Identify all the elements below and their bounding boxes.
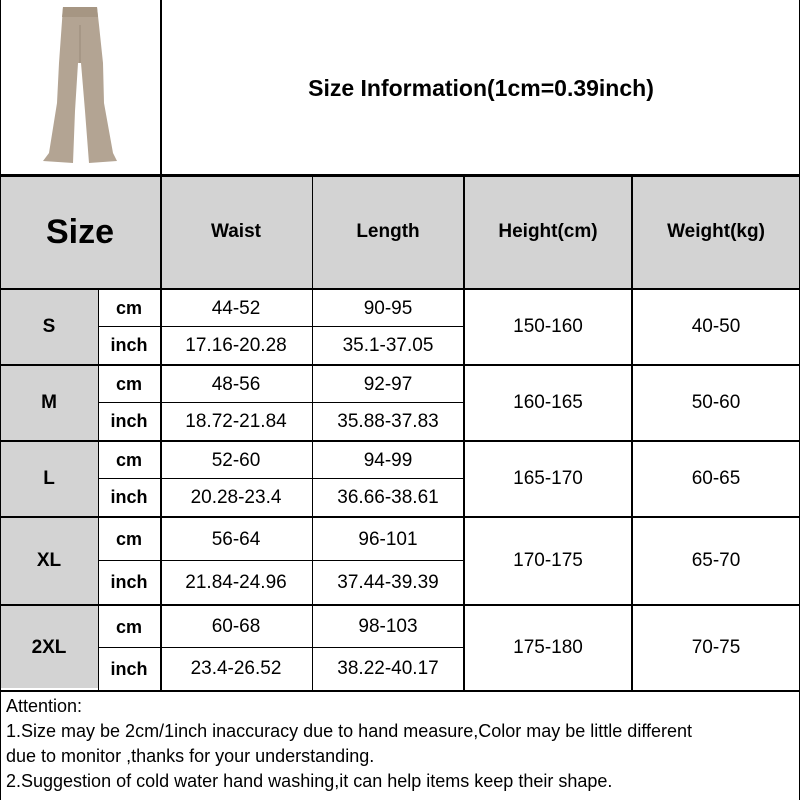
grid-line — [160, 176, 162, 690]
unit-inch-label: inch — [110, 658, 148, 679]
grid-line — [0, 690, 800, 692]
waist-cm-value: 52-60 — [211, 449, 261, 471]
waist-cm-value: 56-64 — [211, 528, 261, 550]
weight-value: 65-70 — [691, 550, 741, 571]
waist-inch-value: 23.4-26.52 — [190, 658, 282, 679]
length-header: Length — [356, 221, 420, 242]
height-value: 165-170 — [513, 468, 583, 489]
height-value: 175-180 — [513, 637, 583, 658]
unit-cm-label: cm — [115, 374, 142, 394]
height-value: 170-175 — [513, 550, 583, 571]
grid-line — [463, 176, 465, 690]
weight-header: Weight(kg) — [667, 221, 765, 242]
length-cm-value: 90-95 — [363, 297, 413, 319]
size-xl-label: XL — [36, 550, 62, 571]
length-inch-value: 35.1-37.05 — [342, 334, 434, 356]
attention-heading: Attention: — [6, 696, 83, 716]
weight-value: 40-50 — [691, 316, 741, 337]
unit-inch-label: inch — [110, 411, 148, 431]
grid-line — [98, 288, 99, 690]
grid-line — [0, 604, 800, 606]
waist-inch-value: 18.72-21.84 — [185, 410, 287, 432]
length-cm-value: 96-101 — [358, 528, 418, 550]
grid-line — [0, 288, 800, 290]
grid-line — [0, 0, 1, 800]
page-title: Size Information(1cm=0.39inch) — [308, 74, 654, 101]
grid-line — [0, 364, 800, 366]
grid-line — [160, 0, 162, 176]
unit-cm-label: cm — [115, 529, 142, 549]
grid-line — [312, 176, 313, 690]
weight-value: 60-65 — [691, 468, 741, 489]
flared-pants-image — [5, 3, 155, 171]
length-inch-value: 37.44-39.39 — [337, 571, 439, 593]
length-inch-value: 38.22-40.17 — [337, 658, 439, 679]
grid-line — [0, 516, 800, 518]
weight-value: 70-75 — [691, 637, 741, 658]
height-value: 160-165 — [513, 392, 583, 413]
unit-inch-label: inch — [110, 572, 148, 592]
unit-inch-label: inch — [110, 487, 148, 507]
unit-inch-label: inch — [110, 335, 148, 355]
unit-cm-label: cm — [115, 298, 142, 318]
attention-line-3: 2.Suggestion of cold water hand washing,it can help items keep their shape. — [6, 771, 613, 791]
grid-line — [0, 174, 800, 177]
weight-value: 50-60 — [691, 392, 741, 413]
unit-cm-label: cm — [115, 450, 142, 470]
length-cm-value: 98-103 — [358, 616, 418, 637]
attention-line-2: due to monitor ,thanks for your understanding. — [6, 746, 375, 766]
unit-cm-label: cm — [115, 616, 142, 637]
waist-header: Waist — [211, 221, 261, 242]
grid-line — [98, 326, 464, 327]
grid-line — [98, 647, 464, 648]
size-l-label: L — [43, 468, 55, 489]
length-cm-value: 94-99 — [363, 449, 413, 471]
length-inch-value: 36.66-38.61 — [337, 486, 439, 508]
waist-cm-value: 48-56 — [211, 373, 261, 395]
waist-inch-value: 17.16-20.28 — [185, 334, 287, 356]
grid-line — [631, 176, 633, 690]
waist-cm-value: 60-68 — [211, 616, 261, 637]
size-header: Size — [45, 212, 115, 251]
height-value: 150-160 — [513, 316, 583, 337]
height-header: Height(cm) — [498, 221, 598, 242]
waist-inch-value: 20.28-23.4 — [190, 486, 282, 508]
waist-cm-value: 44-52 — [211, 297, 261, 319]
grid-line — [98, 402, 464, 403]
grid-line — [98, 560, 464, 561]
length-inch-value: 35.88-37.83 — [337, 410, 439, 432]
attention-line-1: 1.Size may be 2cm/1inch inaccuracy due to hand measure,Color may be little different — [6, 721, 693, 741]
grid-line — [98, 478, 464, 479]
size-2xl-label: 2XL — [31, 637, 67, 658]
size-s-label: S — [42, 316, 56, 337]
length-cm-value: 92-97 — [363, 373, 413, 395]
waist-inch-value: 21.84-24.96 — [185, 571, 287, 593]
grid-line — [0, 440, 800, 442]
product-image — [2, 2, 158, 172]
size-m-label: M — [41, 392, 57, 413]
